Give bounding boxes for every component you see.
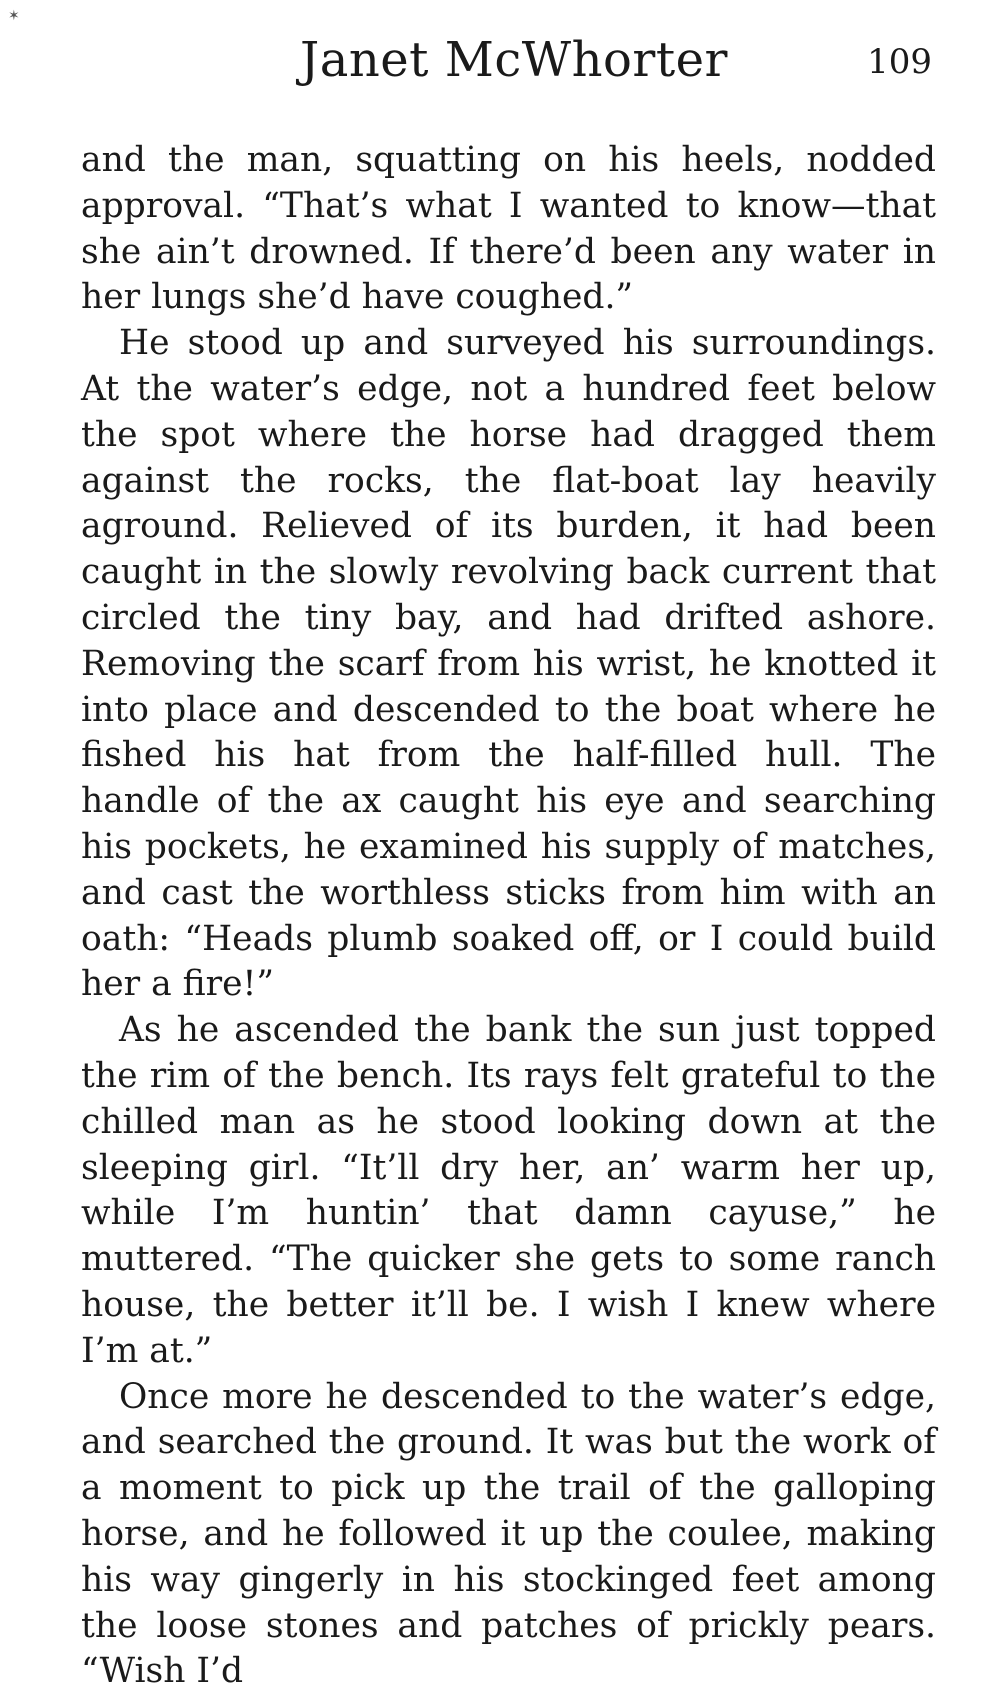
page-number: 109 — [867, 42, 932, 82]
paragraph: As he ascended the bank the sun just topped the rim of the bench. Its rays felt grateful to the chilled man as he stood looking down at the sleeping girl. “It’ll dry her, an’ warm her up, while I’m huntin’ that damn cayuse,” he muttered. “The quicker she gets to some ranch house, the better it’ll be. I wish I knew where I’m at.” — [81, 1010, 936, 1371]
body-text — [81, 138, 936, 1695]
paragraph: Once more he descended to the water’s edge, and searched the ground. It was but the work of a moment to pick up the trail of the galloping horse, and he followed it up the coulee, making his way gingerly in his stockinged feet among the loose stones and patches of prickly pears. “Wish I’d — [81, 1376, 936, 1692]
page-header — [0, 22, 1000, 102]
running-title: Janet McWhorter — [300, 32, 728, 88]
paragraph-continued: and the man, squatting on his heels, nodded approval. “That’s what I wanted to know—that she ain’t drowned. If there’d been any water in her lungs she’d have coughed.” — [81, 140, 936, 318]
print-speck: ✶ — [8, 8, 20, 24]
paragraph: He stood up and surveyed his surroundings. At the water’s edge, not a hundred feet below the spot where the horse had dragged them against the rocks, the flat-boat lay heavily aground. Relieved of its burden, it had been caught in the slowly revolving back current that circled the tiny bay, and had drifted ashore. Removing the scarf from his wrist, he knotted it into place and descended to the boat where he fished his hat from the half-filled hull. The handle of the ax caught his eye and searching his pockets, he examined his supply of matches, and cast the worthless sticks from him with an oath: “Heads plumb soaked off, or I could build her a fire!” — [81, 323, 936, 1005]
